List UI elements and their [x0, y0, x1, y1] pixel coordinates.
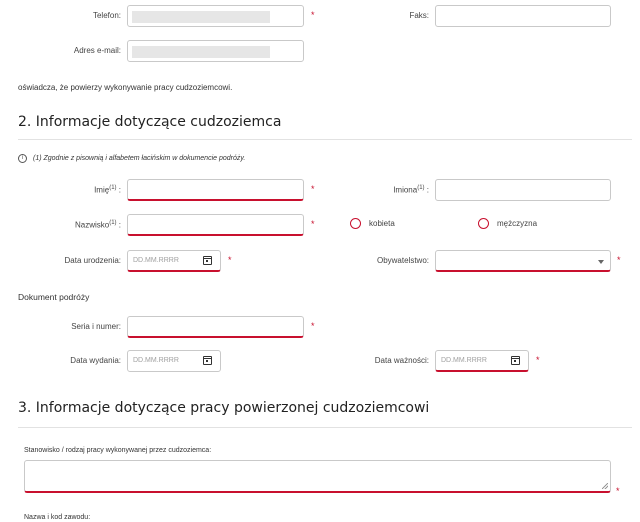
- section-divider: [18, 427, 632, 428]
- expiry-date-input[interactable]: [435, 350, 529, 372]
- section2-title: 2. Informacje dotyczące cudzoziemca: [18, 114, 282, 130]
- date-placeholder: DD.MM.RRRR: [441, 357, 487, 364]
- occupation-label: Nazwa i kod zawodu:: [24, 514, 91, 521]
- required-marker: *: [617, 255, 621, 265]
- calendar-icon[interactable]: [203, 356, 212, 365]
- sex-male-label[interactable]: mężczyzna: [497, 219, 538, 228]
- phone-input[interactable]: [127, 5, 304, 27]
- series-number-input[interactable]: [127, 316, 304, 338]
- birth-date-input[interactable]: [127, 250, 221, 272]
- required-marker: *: [311, 321, 315, 331]
- required-marker: *: [311, 219, 315, 229]
- footnote-ref: (1): [109, 185, 117, 191]
- section3-title: 3. Informacje dotyczące pracy powierzonej cudzoziemcowi: [18, 400, 430, 416]
- email-label: Adres e-mail:: [73, 46, 121, 55]
- email-input[interactable]: [127, 40, 304, 62]
- required-marker: *: [311, 184, 315, 194]
- citizenship-select[interactable]: [435, 250, 611, 272]
- footnote-ref: (1): [109, 220, 117, 226]
- travel-document-heading: Dokument podróży: [18, 292, 90, 302]
- first-name-label-text: Imię: [94, 185, 110, 195]
- required-marker: *: [228, 255, 232, 265]
- redacted-value: [132, 46, 270, 58]
- sex-female-radio[interactable]: [350, 218, 361, 229]
- issue-date-label: Data wydania:: [70, 356, 121, 365]
- first-name-label: Imię$^{(1)}$ :: [94, 185, 121, 195]
- date-placeholder: DD.MM.RRRR: [133, 357, 179, 364]
- position-textarea[interactable]: [24, 460, 611, 493]
- other-names-label: Imiona$^{(1)}$ :: [393, 185, 429, 195]
- chevron-down-icon: [598, 260, 604, 264]
- other-names-label-text: Imiona: [393, 185, 418, 195]
- required-marker: *: [536, 355, 540, 365]
- calendar-icon[interactable]: [203, 256, 212, 265]
- position-label: Stanowisko / rodzaj pracy wykonywanej przez cudzoziemca:: [24, 447, 212, 454]
- date-placeholder: DD.MM.RRRR: [133, 257, 179, 264]
- first-name-input[interactable]: [127, 179, 304, 201]
- sex-female-label[interactable]: kobieta: [369, 219, 395, 228]
- sex-male-radio[interactable]: [478, 218, 489, 229]
- birth-date-label: Data urodzenia:: [64, 256, 121, 265]
- footnote-ref: (1): [417, 185, 425, 191]
- phone-label: Telefon:: [92, 11, 121, 20]
- required-marker: *: [616, 486, 620, 496]
- surname-label-text: Nazwisko: [74, 220, 110, 230]
- surname-label: Nazwisko$^{(1)}$ :: [74, 220, 121, 230]
- expiry-date-label: Data ważności:: [374, 356, 429, 365]
- resize-handle-icon[interactable]: [602, 483, 608, 489]
- required-marker: *: [311, 10, 315, 20]
- declaration-text: oświadcza, że powierzy wykonywanie pracy cudzoziemcowi.: [18, 83, 233, 92]
- section-divider: [18, 139, 632, 140]
- info-icon: i: [18, 154, 27, 163]
- series-number-label: Seria i numer:: [71, 322, 121, 331]
- redacted-value: [132, 11, 270, 23]
- surname-input[interactable]: [127, 214, 304, 236]
- other-names-input[interactable]: [435, 179, 611, 201]
- issue-date-input[interactable]: [127, 350, 221, 372]
- latin-alphabet-note: (1) Zgodnie z pisownią i alfabetem łacińskim w dokumencie podróży.: [33, 155, 246, 162]
- fax-label: Faks:: [409, 11, 429, 20]
- fax-input[interactable]: [435, 5, 611, 27]
- calendar-icon[interactable]: [511, 356, 520, 365]
- citizenship-label: Obywatelstwo:: [376, 256, 429, 265]
